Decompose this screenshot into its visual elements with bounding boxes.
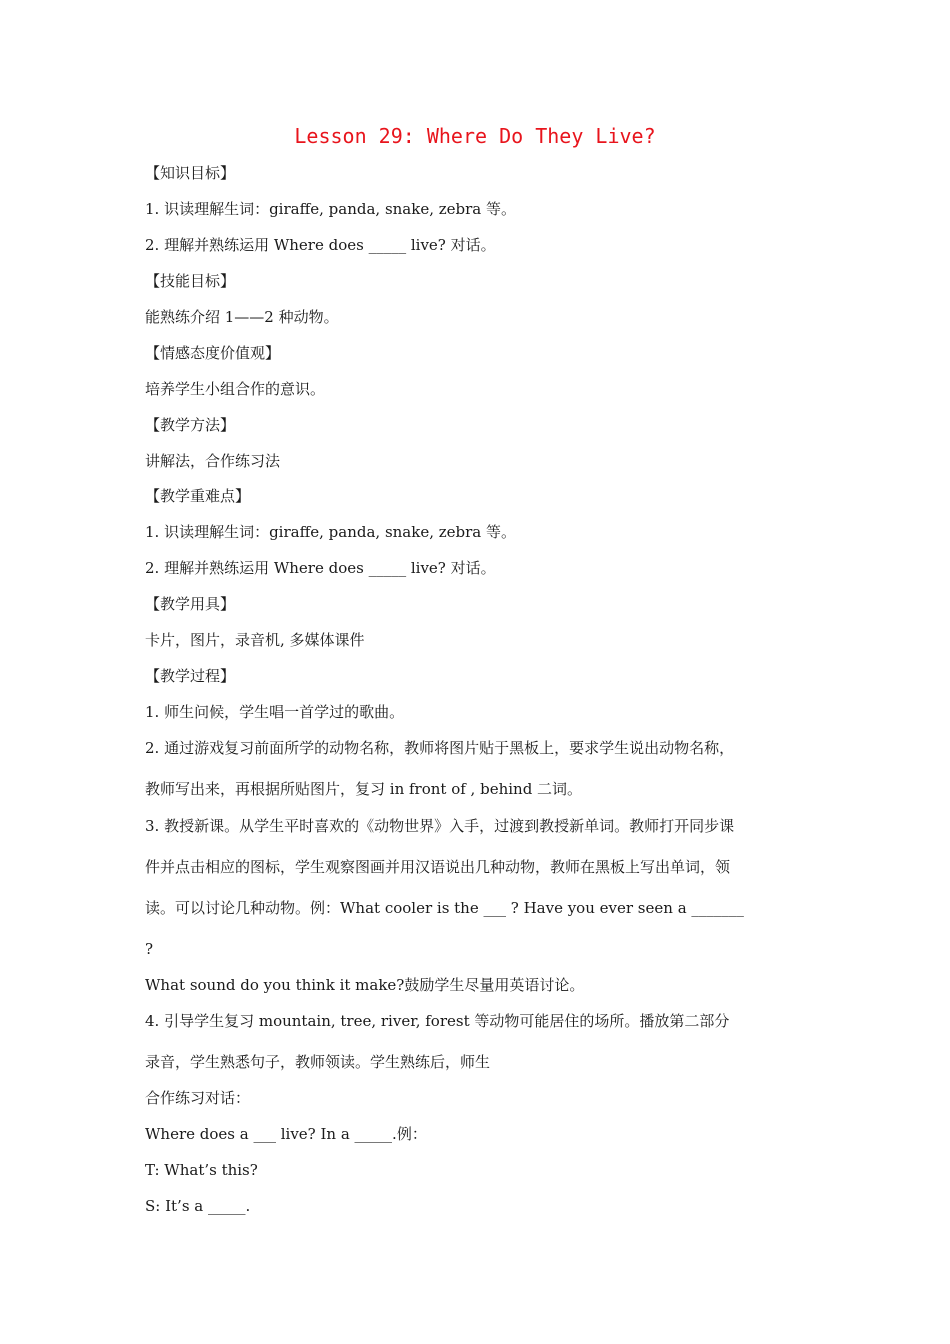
lesson-title: Lesson 29: Where Do They Live? [294,124,656,148]
paragraph: 读。可以讨论几种动物。例：What cooler is the ___ ? Have you ever seen a _______ [145,899,744,917]
paragraph: 培养学生小组合作的意识。 [145,380,326,398]
section-heading-knowledge-goals: 【知识目标】 [145,164,236,182]
paragraph: 卡片，图片，录音机, 多媒体课件 [145,631,365,649]
section-heading-teaching-aids: 【教学用具】 [145,595,236,613]
paragraph: 3. 教授新课。从学生平时喜欢的《动物世界》入手，过渡到教授新单词。教师打开同步课 [145,817,735,835]
paragraph: S: It’s a _____. [145,1197,251,1215]
section-heading-skill-goals: 【技能目标】 [145,272,236,290]
section-heading-key-points: 【教学重难点】 [145,487,251,505]
paragraph: T: What’s this? [145,1161,258,1179]
paragraph: 1. 师生问候，学生唱一首学过的歌曲。 [145,703,405,721]
paragraph: 合作练习对话： [145,1089,251,1107]
paragraph: Where does a ___ live? In a _____.例： [145,1125,427,1143]
paragraph: 1. 识读理解生词：giraffe, panda, snake, zebra 等。 [145,523,517,541]
paragraph: 录音，学生熟悉句子，教师领读。学生熟练后，师生 [145,1053,491,1071]
paragraph: 件并点击相应的图标，学生观察图画并用汉语说出几种动物，教师在黑板上写出单词，领 [145,858,731,876]
section-heading-teaching-methods: 【教学方法】 [145,416,236,434]
paragraph: 讲解法，合作练习法 [145,452,281,470]
paragraph: 2. 通过游戏复习前面所学的动物名称，教师将图片贴于黑板上，要求学生说出动物名称， [145,739,735,757]
paragraph: 4. 引导学生复习 mountain, tree, river, forest 等动物可能居住的场所。播放第二部分 [145,1012,730,1030]
paragraph: What sound do you think it make?鼓励学生尽量用英语讨论。 [145,976,585,994]
paragraph: 2. 理解并熟练运用 Where does _____ live? 对话。 [145,236,496,254]
paragraph: 能熟练介绍 1——2 种动物。 [145,308,339,326]
section-heading-attitude-values: 【情感态度价值观】 [145,344,281,362]
paragraph: 教师写出来，再根据所贴图片，复习 in front of , behind 二词。 [145,780,583,798]
paragraph: ? [145,940,154,958]
section-heading-teaching-process: 【教学过程】 [145,667,236,685]
paragraph: 1. 识读理解生词：giraffe, panda, snake, zebra 等。 [145,200,517,218]
paragraph: 2. 理解并熟练运用 Where does _____ live? 对话。 [145,559,496,577]
